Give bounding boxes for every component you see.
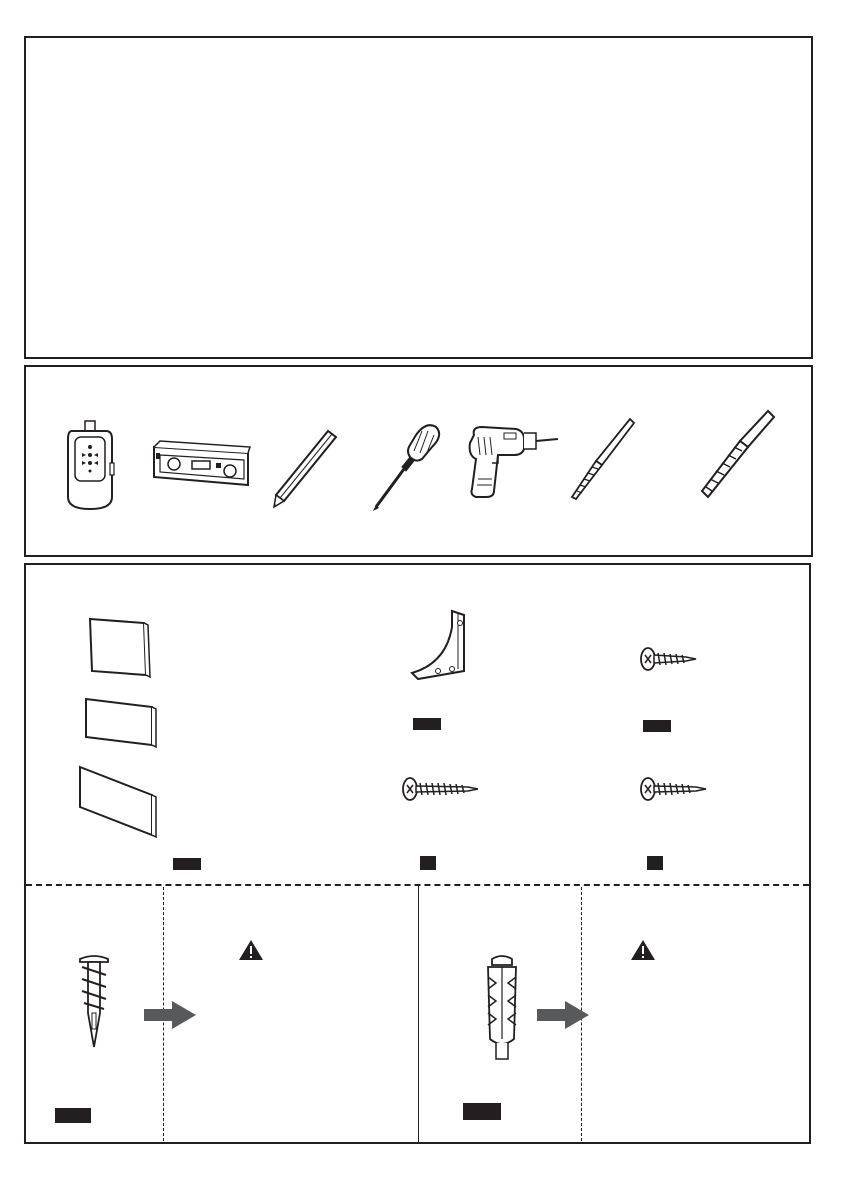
bracket-quantity-tag (413, 718, 441, 730)
shelf-boards-icon (78, 613, 160, 841)
large-drill-bit-icon (698, 409, 778, 501)
self-drilling-anchor-icon (76, 953, 112, 1051)
anchors-center-divider (418, 886, 419, 1142)
pencil-icon (270, 427, 340, 509)
power-drill-icon (464, 419, 560, 501)
spirit-level-icon (152, 437, 252, 493)
medium-screw-icon (638, 775, 708, 803)
screwdriver-icon (370, 417, 446, 513)
plastic-wall-plug-icon (482, 955, 522, 1061)
stud-finder-icon (62, 417, 118, 513)
long-screw-quantity-tag (420, 856, 436, 870)
warning-icon (630, 939, 656, 961)
boards-quantity-tag (173, 858, 201, 870)
tools-section (24, 365, 813, 557)
warning-icon (238, 939, 264, 961)
wall-plug-quantity-tag (463, 1103, 501, 1120)
right-arrow-icon (535, 999, 591, 1031)
short-screw-quantity-tag (643, 720, 671, 732)
hardware-section (24, 563, 811, 1144)
small-drill-bit-icon (568, 417, 638, 503)
long-screw-icon (400, 775, 480, 803)
note-section (24, 36, 813, 359)
corner-bracket-icon (408, 607, 470, 683)
self-drilling-anchor-quantity-tag (55, 1108, 91, 1123)
medium-screw-quantity-tag (647, 856, 663, 870)
right-arrow-icon (142, 999, 198, 1031)
short-screw-icon (638, 645, 698, 673)
